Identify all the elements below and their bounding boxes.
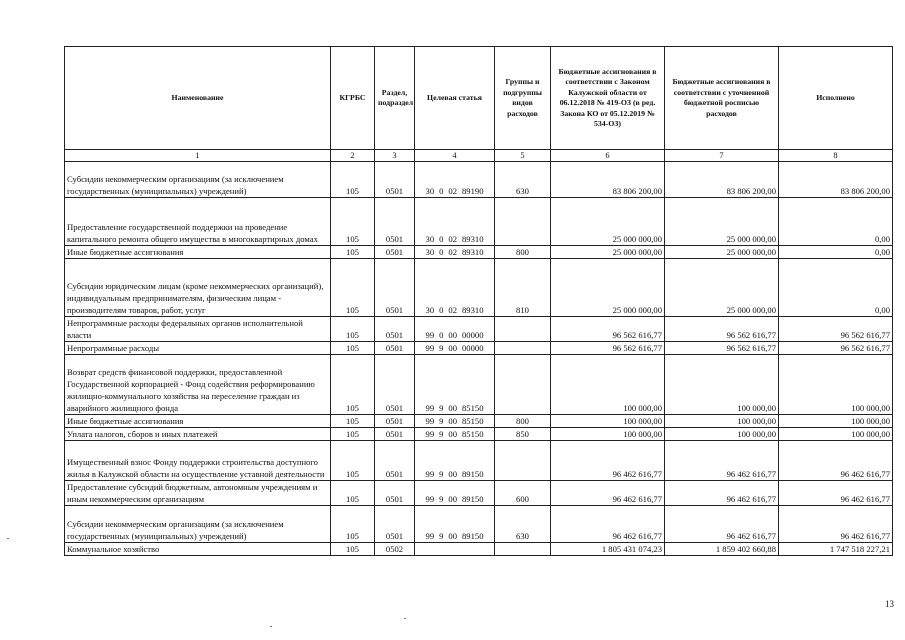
target-code-part: 9 [439,416,444,426]
row-target-cell [415,428,495,441]
row-executed-amount-cell: 1 747 518 227,21 [779,543,893,556]
col-header-executed: Исполнено [779,47,893,150]
target-code-part: 89310 [462,234,484,244]
row-executed-amount-cell: 96 562 616,77 [779,317,893,342]
row-refined-amount-cell: 1 859 402 660,88 [665,543,779,556]
col-header-groups: Группы и подгруппы видов расходов [495,47,551,150]
table-row [65,481,893,506]
target-code-part: 99 [425,330,435,340]
target-code-part: 00 [448,343,457,353]
target-code-part: 99 [425,469,435,479]
row-refined-amount-cell: 96 562 616,77 [665,317,779,342]
row-target-cell [415,246,495,259]
table-row [65,415,893,428]
row-ktrbs-cell: 105 [331,428,375,441]
target-code-part: 00 [448,416,457,426]
target-code-part: 30 [425,186,435,196]
row-law-amount-cell: 25 000 000,00 [551,259,665,317]
target-code-part: 02 [448,247,457,257]
target-code-part: 0 [439,234,444,244]
row-name-cell: Иные бюджетные ассигнования [65,246,331,259]
target-code-part: 00000 [462,330,484,340]
row-ktrbs-cell: 105 [331,342,375,355]
row-name-cell: Иные бюджетные ассигнования [65,415,331,428]
row-group-cell [495,342,551,355]
table-row [65,162,893,198]
row-group-cell: 630 [495,506,551,543]
scan-speck [7,538,9,539]
target-code-part: 85150 [462,416,484,426]
row-name-cell: Коммунальное хозяйство [65,543,331,556]
col-header-refined-allocation: Бюджетные ассигнования в соответствии с уточненной бюджетной росписью расходов [665,47,779,150]
row-refined-amount-cell: 100 000,00 [665,355,779,415]
row-executed-amount-cell: 0,00 [779,198,893,246]
row-section-cell: 0501 [375,198,415,246]
row-target-cell [415,481,495,506]
row-law-amount-cell: 96 562 616,77 [551,342,665,355]
row-ktrbs-cell: 105 [331,355,375,415]
row-law-amount-cell: 96 462 616,77 [551,506,665,543]
row-section-cell: 0501 [375,259,415,317]
row-name-cell: Возврат средств финансовой поддержки, предоставленной Государственной корпорацией - Фонд содействия реформированию жилищно-коммунального хозяйства на переселение граждан из аварийного жилищного фонда [65,355,331,415]
row-law-amount-cell: 100 000,00 [551,355,665,415]
target-code-part: 0 [439,330,444,340]
target-code-part: 0 [439,186,444,196]
target-code-part: 99 [425,494,435,504]
row-section-cell: 0501 [375,415,415,428]
target-code-part: 9 [439,469,444,479]
target-code-part: 30 [425,247,435,257]
row-section-cell: 0501 [375,441,415,481]
row-ktrbs-cell: 105 [331,441,375,481]
target-code-part: 89150 [462,469,484,479]
target-code-part: 99 [425,416,435,426]
row-ktrbs-cell: 105 [331,162,375,198]
row-law-amount-cell: 96 462 616,77 [551,441,665,481]
row-executed-amount-cell: 96 462 616,77 [779,506,893,543]
column-number: 6 [551,150,665,162]
row-name-cell: Непрограммные расходы федеральных органов исполнительной власти [65,317,331,342]
row-group-cell: 630 [495,162,551,198]
target-code-part: 99 [425,429,435,439]
row-name-cell: Субсидии юридическим лицам (кроме некоммерческих организаций), индивидуальным предпринимателям, физическим лицам - производителям товаров, работ, услуг [65,259,331,317]
table-row [65,317,893,342]
row-refined-amount-cell: 25 000 000,00 [665,246,779,259]
row-executed-amount-cell: 96 462 616,77 [779,481,893,506]
scan-speck [404,618,406,619]
row-target-cell [415,317,495,342]
col-header-law-allocation: Бюджетные ассигнования в соответствии с Законом Калужской области от 06.12.2018 № 419-ОЗ (в ред. Закона КО от 05.12.2019 № 534-ОЗ) [551,47,665,150]
row-refined-amount-cell: 100 000,00 [665,428,779,441]
col-header-name: Наименование [65,47,331,150]
target-code-part: 0 [439,305,444,315]
row-group-cell [495,198,551,246]
table-row [65,198,893,246]
column-number: 8 [779,150,893,162]
target-code-part: 0 [439,247,444,257]
target-code-part: 9 [439,494,444,504]
page-number: 13 [885,599,894,609]
row-refined-amount-cell: 96 462 616,77 [665,481,779,506]
row-name-cell: Предоставление субсидий бюджетным, автономным учреждениям и иным некоммерческим организациям [65,481,331,506]
column-number: 4 [415,150,495,162]
header-row [65,47,893,150]
row-section-cell: 0501 [375,355,415,415]
row-section-cell: 0501 [375,162,415,198]
row-name-cell: Субсидии некоммерческим организациям (за исключением государственных (муниципальных) учреждений) [65,506,331,543]
target-code-part: 89190 [462,186,484,196]
target-code-part: 02 [448,186,457,196]
row-group-cell [495,543,551,556]
row-law-amount-cell: 1 805 431 074,23 [551,543,665,556]
row-section-cell: 0501 [375,481,415,506]
row-law-amount-cell: 25 000 000,00 [551,246,665,259]
row-law-amount-cell: 25 000 000,00 [551,198,665,246]
row-section-cell: 0501 [375,428,415,441]
row-target-cell [415,198,495,246]
target-code-part: 02 [448,234,457,244]
row-executed-amount-cell: 100 000,00 [779,428,893,441]
row-ktrbs-cell: 105 [331,506,375,543]
row-section-cell: 0501 [375,506,415,543]
target-code-part: 00000 [462,343,484,353]
row-group-cell [495,355,551,415]
row-name-cell: Субсидии некоммерческим организациям (за исключением государственных (муниципальных) учреждений) [65,162,331,198]
row-group-cell: 810 [495,259,551,317]
target-code-part: 00 [448,469,457,479]
target-code-part: 9 [439,531,444,541]
row-name-cell: Предоставление государственной поддержки на проведение капитального ремонта общего имущества в многоквартирных домах [65,198,331,246]
row-ktrbs-cell: 105 [331,259,375,317]
row-name-cell: Непрограммные расходы [65,342,331,355]
target-code-part: 00 [448,429,457,439]
row-law-amount-cell: 100 000,00 [551,428,665,441]
row-group-cell [495,441,551,481]
target-code-part: 00 [448,330,457,340]
table-row [65,441,893,481]
row-ktrbs-cell: 105 [331,481,375,506]
row-name-cell: Уплата налогов, сборов и иных платежей [65,428,331,441]
row-ktrbs-cell: 105 [331,415,375,428]
col-header-target: Целевая статья [415,47,495,150]
row-group-cell: 850 [495,428,551,441]
table-body [65,162,893,556]
row-target-cell [415,162,495,198]
table-row [65,428,893,441]
budget-table [64,46,893,556]
row-executed-amount-cell: 96 462 616,77 [779,441,893,481]
row-refined-amount-cell: 25 000 000,00 [665,259,779,317]
scan-speck [270,626,272,627]
table-row [65,342,893,355]
row-group-cell: 800 [495,246,551,259]
target-code-part: 99 [425,343,435,353]
row-law-amount-cell: 96 462 616,77 [551,481,665,506]
row-refined-amount-cell: 83 806 200,00 [665,162,779,198]
target-code-part: 02 [448,305,457,315]
row-target-cell [415,342,495,355]
row-ktrbs-cell: 105 [331,543,375,556]
target-code-part: 9 [439,429,444,439]
row-ktrbs-cell: 105 [331,198,375,246]
row-refined-amount-cell: 96 562 616,77 [665,342,779,355]
row-executed-amount-cell: 100 000,00 [779,355,893,415]
column-number: 2 [331,150,375,162]
row-ktrbs-cell: 105 [331,246,375,259]
row-executed-amount-cell: 83 806 200,00 [779,162,893,198]
row-target-cell [415,355,495,415]
column-number: 7 [665,150,779,162]
row-executed-amount-cell: 100 000,00 [779,415,893,428]
row-refined-amount-cell: 96 462 616,77 [665,506,779,543]
col-header-ktrbs: КГРБС [331,47,375,150]
column-number: 1 [65,150,331,162]
target-code-part: 30 [425,305,435,315]
row-section-cell: 0501 [375,342,415,355]
target-code-part: 30 [425,234,435,244]
row-executed-amount-cell: 0,00 [779,246,893,259]
target-code-part: 89310 [462,305,484,315]
row-law-amount-cell: 83 806 200,00 [551,162,665,198]
target-code-part: 89150 [462,494,484,504]
table-row [65,246,893,259]
row-target-cell [415,415,495,428]
target-code-part: 85150 [462,429,484,439]
row-executed-amount-cell: 96 562 616,77 [779,342,893,355]
column-number: 3 [375,150,415,162]
target-code-part: 85150 [462,403,484,413]
row-target-cell [415,543,495,556]
col-header-section: Раздел, подраздел [375,47,415,150]
column-number-row [65,150,893,162]
row-law-amount-cell: 100 000,00 [551,415,665,428]
row-name-cell: Имущественный взнос Фонду поддержки строительства доступного жилья в Калужской области на осуществление уставной деятельности [65,441,331,481]
target-code-part: 89310 [462,247,484,257]
row-section-cell: 0501 [375,317,415,342]
row-law-amount-cell: 96 562 616,77 [551,317,665,342]
target-code-part: 00 [448,494,457,504]
column-number: 5 [495,150,551,162]
target-code-part: 9 [439,343,444,353]
row-refined-amount-cell: 25 000 000,00 [665,198,779,246]
row-ktrbs-cell: 105 [331,317,375,342]
target-code-part: 89150 [462,531,484,541]
table-row [65,355,893,415]
target-code-part: 99 [425,531,435,541]
row-group-cell: 800 [495,415,551,428]
table-row [65,259,893,317]
table-row [65,543,893,556]
target-code-part: 00 [448,403,457,413]
row-refined-amount-cell: 100 000,00 [665,415,779,428]
row-target-cell [415,506,495,543]
row-target-cell [415,441,495,481]
row-executed-amount-cell: 0,00 [779,259,893,317]
target-code-part: 00 [448,531,457,541]
row-group-cell: 600 [495,481,551,506]
row-group-cell [495,317,551,342]
row-section-cell: 0501 [375,246,415,259]
target-code-part: 99 [425,403,435,413]
row-target-cell [415,259,495,317]
table-row [65,506,893,543]
row-refined-amount-cell: 96 462 616,77 [665,441,779,481]
row-section-cell: 0502 [375,543,415,556]
target-code-part: 9 [439,403,444,413]
